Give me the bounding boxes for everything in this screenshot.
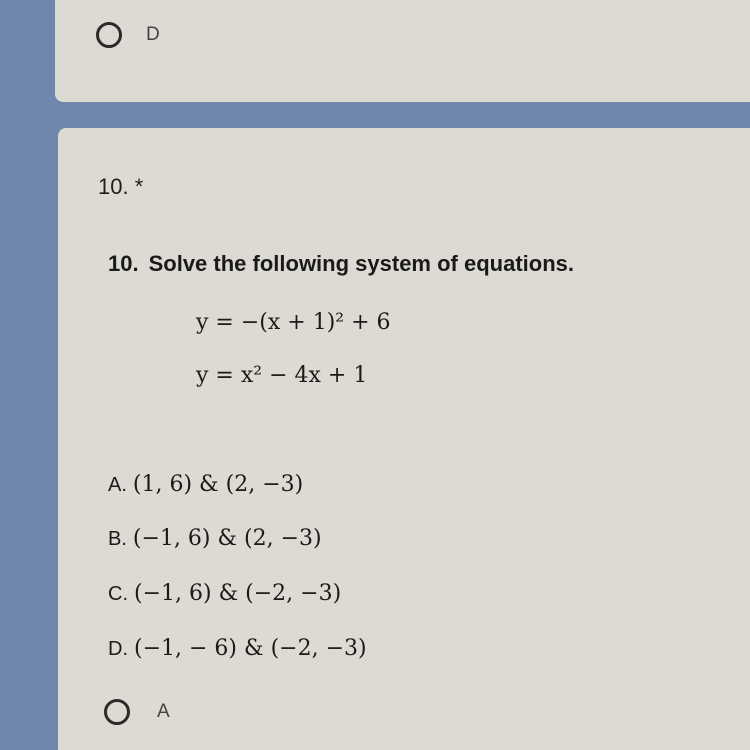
answer-choice-c [108, 581, 341, 606]
question-header: 10. * [98, 174, 144, 199]
answer-choice-c-letter: C. [108, 583, 128, 605]
answer-choice-d [108, 636, 367, 661]
answer-choice-a-text: (1, 6) & (2, −3) [132, 472, 304, 497]
answer-choice-d-text: (−1, − 6) & (−2, −3) [134, 636, 367, 661]
radio-option-a-label[interactable]: A [157, 701, 170, 722]
radio-option-a[interactable] [104, 699, 130, 725]
equation-1: y = −(x + 1)² + 6 [196, 310, 391, 335]
answer-choice-d-letter: D. [108, 638, 128, 660]
answer-choice-b-letter: B. [108, 528, 127, 550]
answer-choice-a-letter: A. [108, 474, 127, 496]
question-prompt-text: Solve the following system of equations. [148, 251, 574, 276]
answer-choice-a [108, 472, 303, 497]
answer-choice-b [108, 526, 322, 551]
equation-2: y = x² − 4x + 1 [196, 363, 368, 388]
question-prompt [108, 251, 574, 277]
radio-option-d[interactable] [96, 22, 122, 48]
answer-choice-c-text: (−1, 6) & (−2, −3) [134, 581, 342, 606]
question-number: 10. [108, 251, 139, 276]
answer-choice-b-text: (−1, 6) & (2, −3) [132, 526, 322, 551]
previous-question-card [55, 0, 750, 102]
radio-option-d-label[interactable]: D [146, 24, 160, 45]
